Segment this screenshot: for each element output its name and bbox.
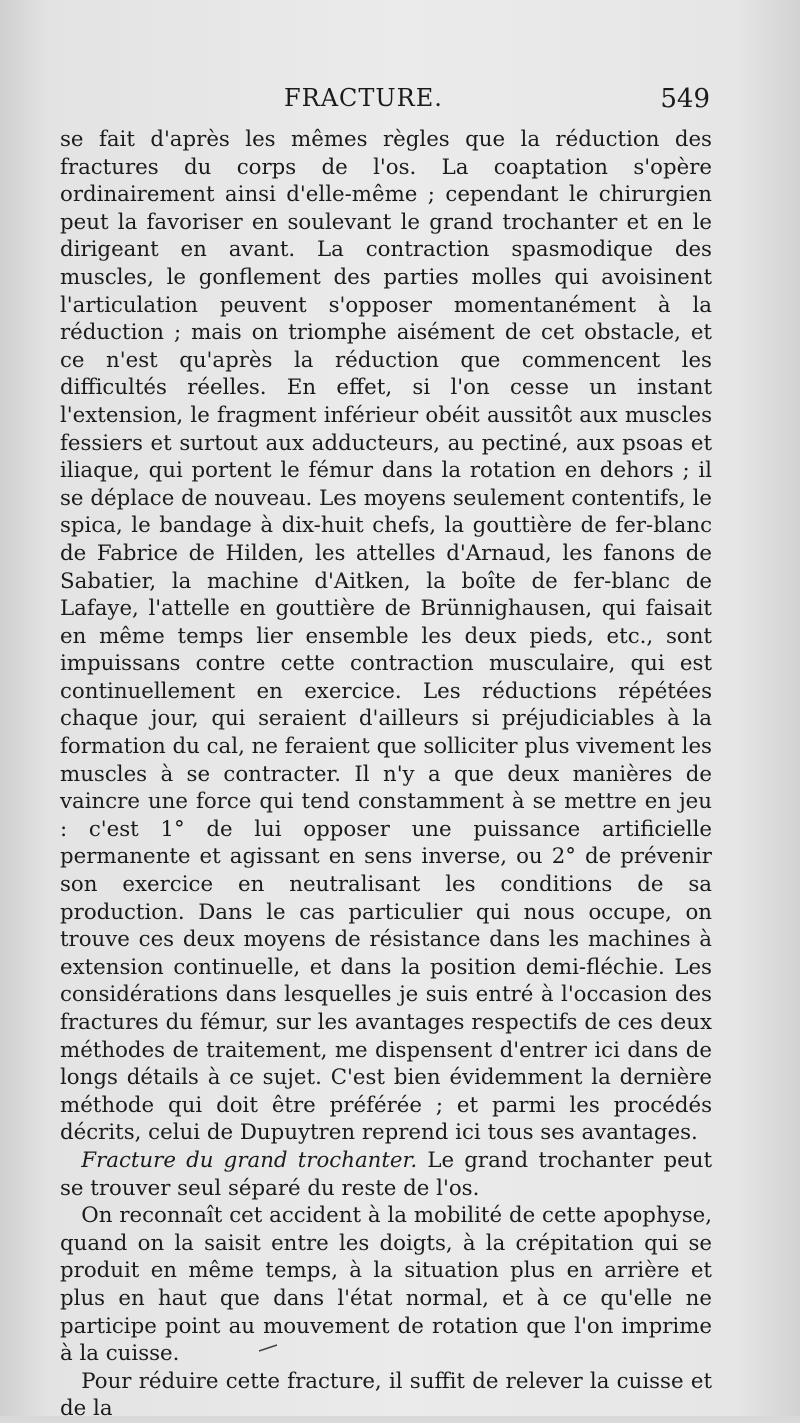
paragraph-text: Le grand trochanter peut se trouver seul séparé du reste de l'os. [60, 1147, 713, 1201]
ink-mark [258, 1344, 278, 1352]
paragraph-text: Pour réduire cette fracture, il suffit de relever la cuisse et de la [60, 1368, 712, 1422]
running-title: FRACTURE. [284, 84, 443, 112]
page-number: 549 [660, 84, 710, 114]
body-text [60, 126, 712, 1423]
paragraph-4 [60, 1368, 712, 1423]
paragraph-text: se fait d'après les mêmes règles que la réduction des fractures du corps de l'os. La coaptation s'opère ordinairement ainsi d'elle-même ; cependant le chirurgien peut la favoriser en soulevant le grand trochanter et en le dirigeant en avant. La contraction spasmodique des muscles, le gonflement des parties molles qui avoisinent l'articulation peuvent s'opposer momentanément à la réduction ; mais on triomphe aisément de cet obstacle, et ce n'est qu'après la réduction que commencent les difficultés réelles. En effet, si l'on cesse un instant l'extension, le fragment inférieur obéit aussitôt aux muscles fessiers et surtout aux adducteurs, au pectiné, aux psoas et iliaque, qui portent le fémur dans la rotation en dehors ; il se déplace de nouveau. Les moyens seulement contentifs, le spica, le bandage à dix-huit chefs, la gouttière de fer-blanc de Fabrice de Hilden, les attelles d'Arnaud, les fanons de Sabatier, la machine d'Aitken, la boîte de fer-blanc de Lafaye, l'attelle en gouttière de Brünnighausen, qui faisait en même temps lier ensemble les deux pieds, etc., sont impuissans contre cette contraction musculaire, qui est continuellement en exercice. Les réductions répétées chaque jour, qui seraient d'ailleurs si préjudiciables à la formation du cal, ne feraient que solliciter plus vivement les muscles à se contracter. Il n'y a que deux manières de vaincre une force qui tend constamment à se mettre en jeu : c'est 1° de lui opposer une puissance artificielle permanente et agissant en sens inverse, ou 2° de prévenir son exercice en neutralisant les conditions de sa production. Dans le cas particulier qui nous occupe, on trouve ces deux moyens de résistance dans les machines à extension continuelle, et dans la position demi-fléchie. Les considérations dans lesquelles je suis entré à l'occasion des fractures du fémur, sur les avantages respectifs de ces deux méthodes de traitement, me dispensent d'entrer ici dans de longs détails à ce sujet. C'est bien évidemment la dernière méthode qui doit être préférée ; et parmi les procédés décrits, celui de Dupuytren reprend ici tous ses avantages. [60, 127, 712, 1146]
page-header [62, 84, 710, 124]
paragraph-1 [60, 126, 712, 1147]
paragraph-text: On reconnaît cet accident à la mobilité de cette apophyse, quand on la saisit entre les doigts, à la crépitation qui se produit en même temps, à la situation plus en arrière et plus en haut que dans l'état normal, et à ce qu'elle ne participe point au mouvement de rotation que l'on imprime à la cuisse. [60, 1203, 712, 1367]
section-subtitle: Fracture du grand trochanter. [81, 1147, 418, 1173]
paragraph-3 [60, 1202, 712, 1368]
paragraph-2 [60, 1147, 712, 1202]
